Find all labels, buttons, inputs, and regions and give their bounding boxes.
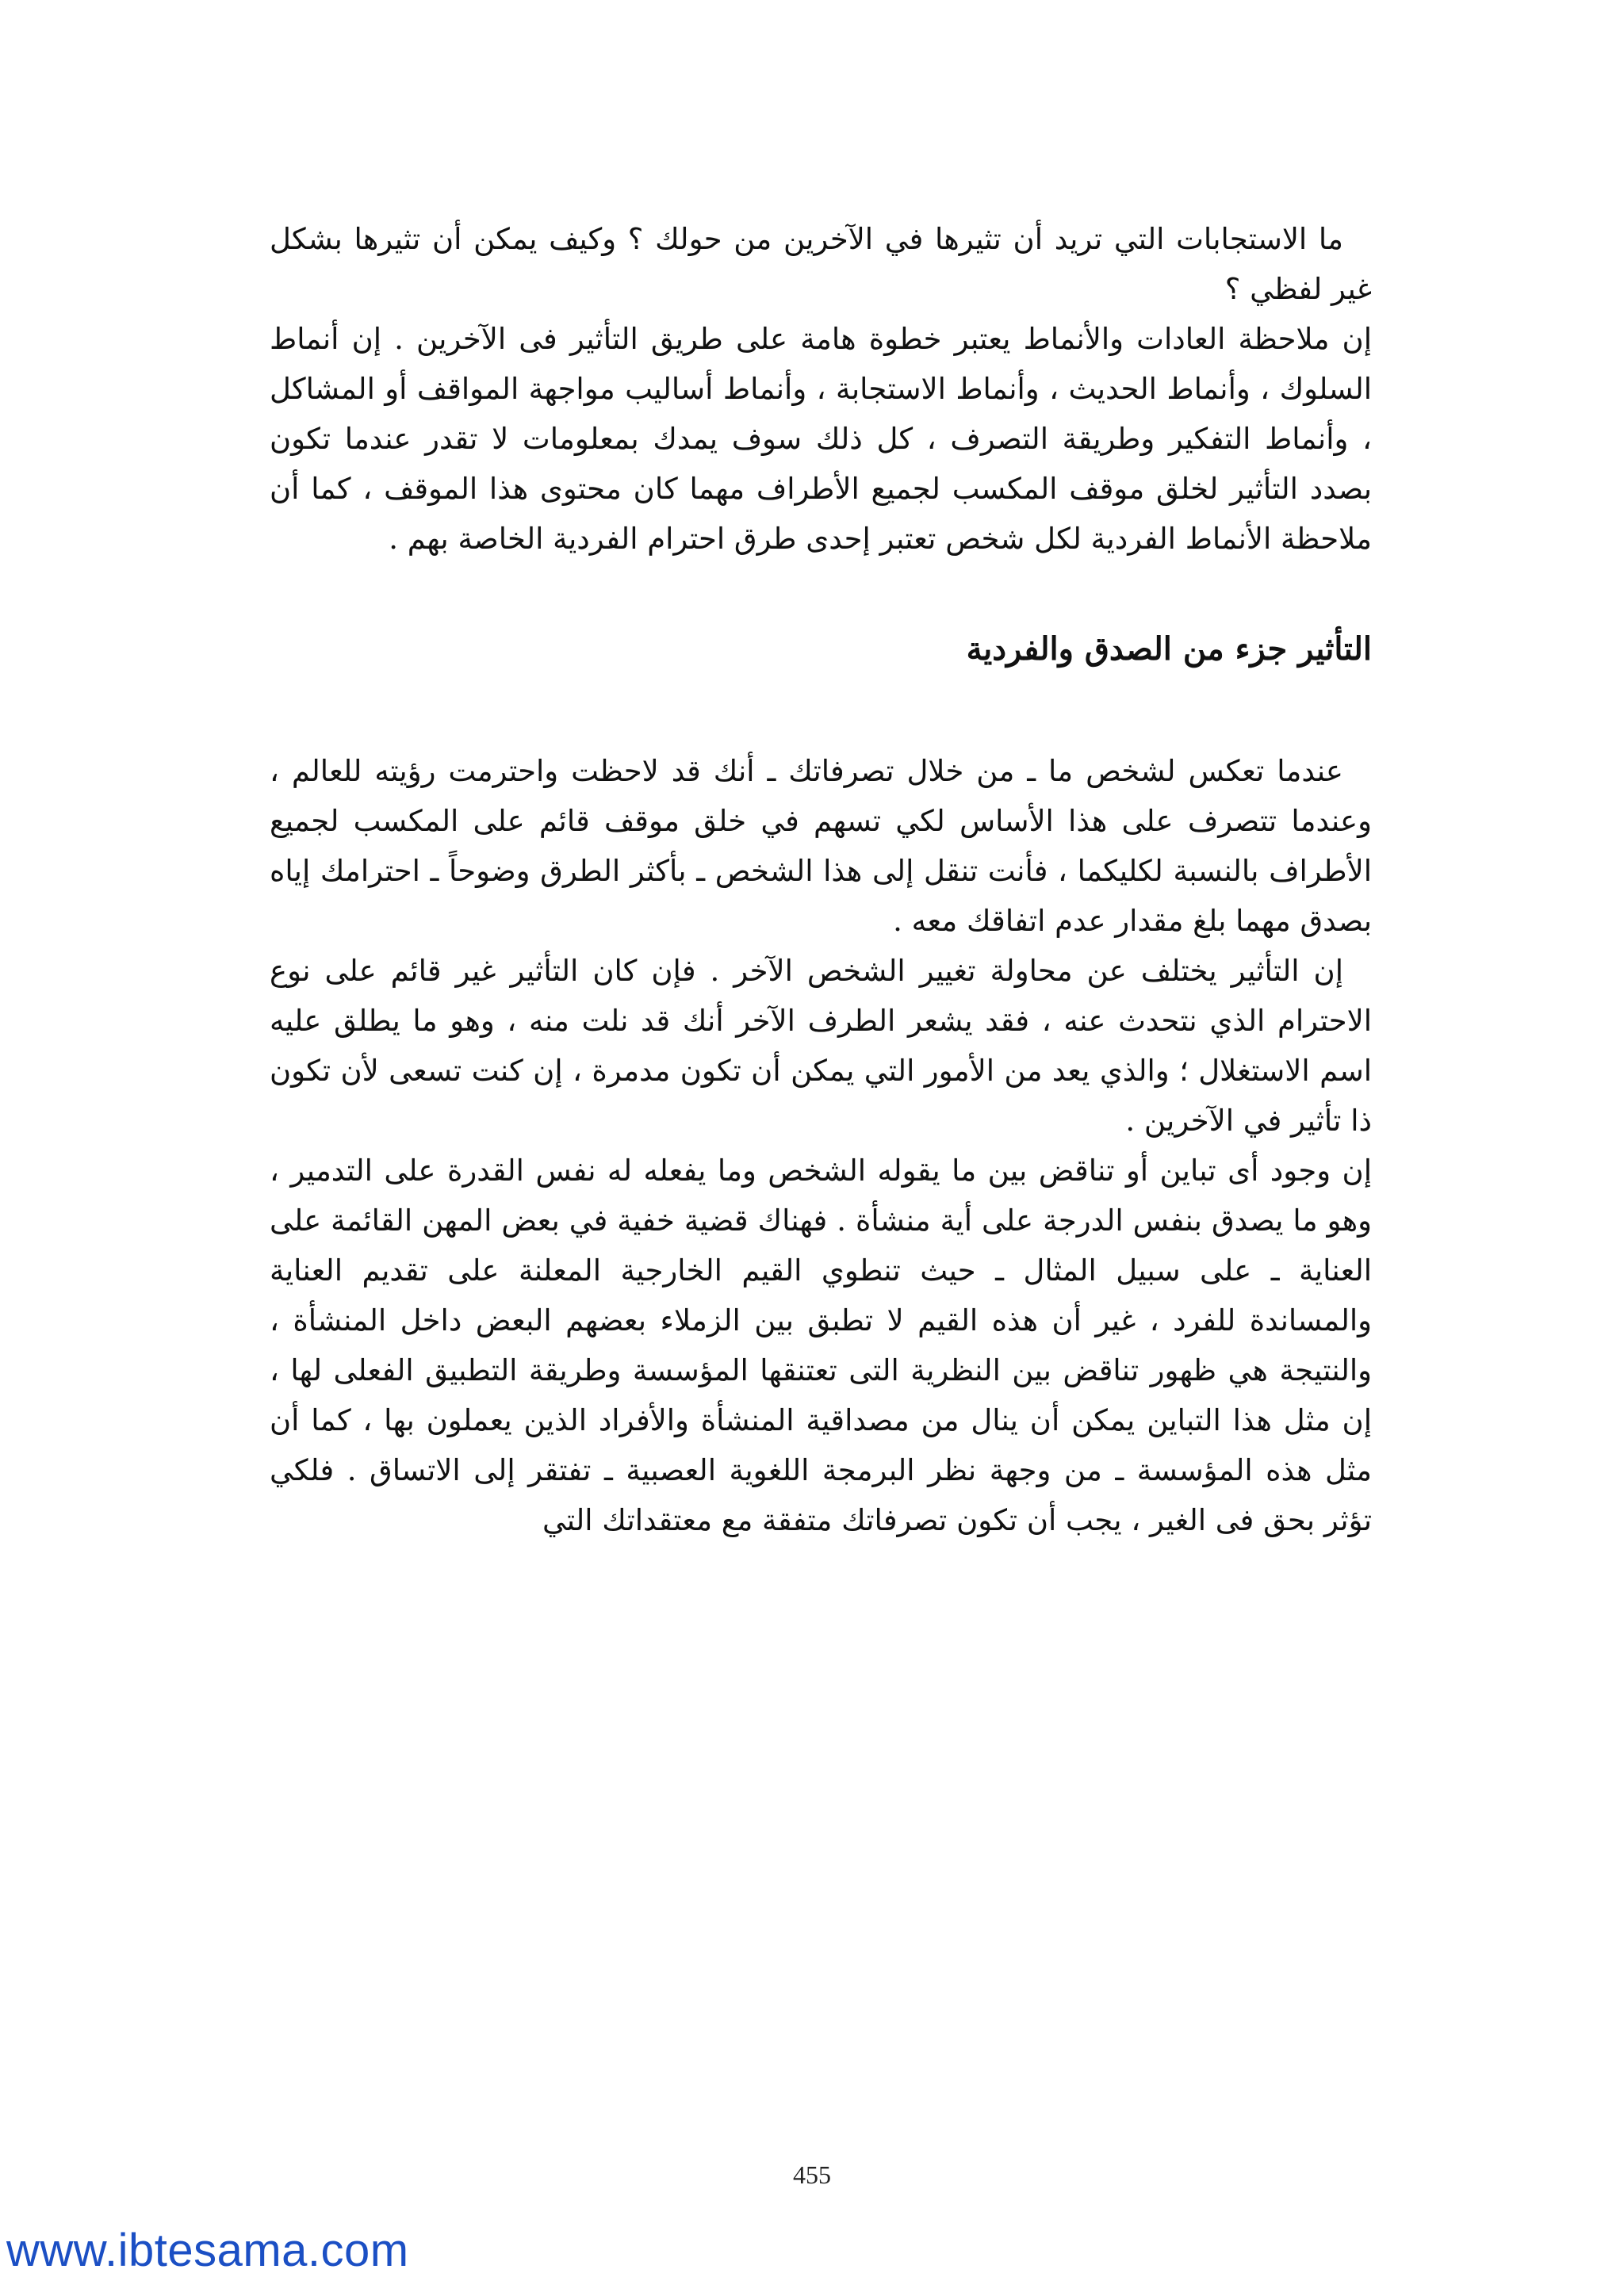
section-heading: التأثير جزء من الصدق والفردية — [966, 630, 1372, 668]
paragraph: إن وجود أى تباين أو تناقض بين ما يقوله الشخص وما يفعله له نفس القدرة على التدمير ، وهو ما يصدق بنفس الدرجة على أية منشأة . فهناك قضية خفية في بعض المهن القائمة على العناية ـ على سبيل المثال ـ حيث تنطوي القيم الخارجية المعلنة على تقديم العناية والمساندة للفرد ، غير أن هذه القيم لا تطبق بين الزملاء بعضهم البعض داخل المنشأة ، والنتيجة هي ظهور تناقض بين النظرية التى تعتنقها المؤسسة وطريقة التطبيق الفعلى لها ، إن مثل هذا التباين يمكن أن ينال من مصداقية المنشأة والأفراد الذين يعملون بها ، كما أن مثل هذه المؤسسة ـ من وجهة نظر البرمجة اللغوية العصبية ـ تفتقر إلى الاتساق . فلكي تؤثر بحق فى الغير ، يجب أن تكون تصرفاتك متفقة مع معتقداتك التي — [270, 1154, 1372, 1537]
intro-block — [270, 214, 1372, 564]
paragraph: إن التأثير يختلف عن محاولة تغيير الشخص الآخر . فإن كان التأثير غير قائم على نوع الاحترام الذي نتحدث عنه ، فقد يشعر الطرف الآخر أنك قد نلت منه ، وهو ما يطلق عليه اسم الاستغلال ؛ والذي يعد من الأمور التي يمكن أن تكون مدمرة ، إن كنت تسعى لأن تكون ذا تأثير في الآخرين . — [270, 954, 1372, 1138]
page-number: 455 — [793, 2160, 831, 2189]
paragraph: إن ملاحظة العادات والأنماط يعتبر خطوة هامة على طريق التأثير فى الآخرين . إن أنماط السلوك ، وأنماط الحديث ، وأنماط الاستجابة ، وأنماط أساليب مواجهة المواقف أو المشاكل ، وأنماط التفكير وطريقة التصرف ، كل ذلك سوف يمدك بمعلومات لا تقدر عندما تكون بصدد التأثير لخلق موقف المكسب لجميع الأطراف مهما كان محتوى هذا الموقف ، كما أن ملاحظة الأنماط الفردية لكل شخص تعتبر إحدى طرق احترام الفردية الخاصة بهم . — [270, 322, 1372, 556]
watermark-url: www.ibtesama.com — [6, 2225, 409, 2276]
section-body — [270, 746, 1372, 1545]
paragraph: عندما تعكس لشخص ما ـ من خلال تصرفاتك ـ أنك قد لاحظت واحترمت رؤيته للعالم ، وعندما تتصرف على هذا الأساس لكي تسهم في خلق موقف قائم على المكسب لجميع الأطراف بالنسبة لكليكما ، فأنت تنقل إلى هذا الشخص ـ بأكثر الطرق وضوحاً ـ احترامك إياه بصدق مهما بلغ مقدار عدم اتفاقك معه . — [270, 754, 1372, 938]
paragraph: ما الاستجابات التي تريد أن تثيرها في الآخرين من حولك ؟ وكيف يمكن أن تثيرها بشكل غير لفظي ؟ — [270, 222, 1372, 306]
page-body — [270, 214, 1372, 1545]
